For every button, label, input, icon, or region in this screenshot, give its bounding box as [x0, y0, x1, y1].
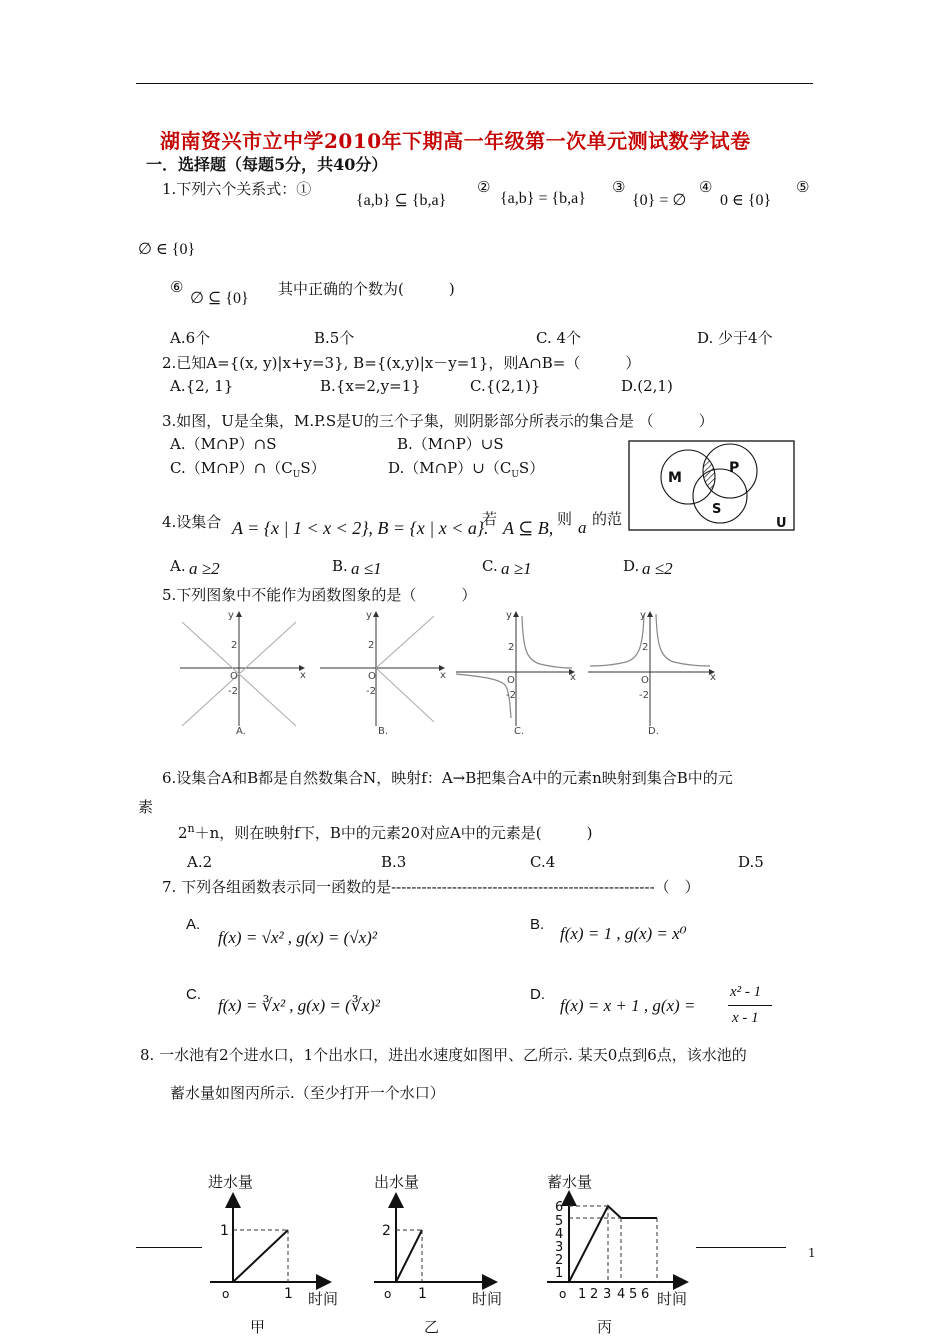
svg-text:2: 2: [382, 1223, 391, 1239]
q1-mark-5: ⑤: [796, 178, 810, 196]
q1-rel-4: 0 ∈ {0}: [720, 192, 772, 209]
q4-then: 则: [557, 510, 573, 528]
q7-c: f(x) = ∛x² , g(x) = (∛x)²: [218, 996, 380, 1015]
q1-mark-2: ②: [477, 178, 491, 196]
svg-text:3: 3: [555, 1240, 564, 1255]
svg-text:2: 2: [555, 1253, 564, 1268]
q3-option-d-sub: U: [511, 470, 519, 480]
footer-rule-right: [696, 1247, 786, 1248]
q1-rel-5: ∅ ∈ {0}: [138, 241, 196, 258]
svg-text:1: 1: [578, 1287, 587, 1302]
svg-text:-2: -2: [639, 690, 649, 701]
bing-ylabel: 蓄水量: [547, 1173, 593, 1191]
q6-stem: 6.设集合A和B都是自然数集合N，映射f：A→B把集合A中的元素n映射到集合B中的元: [162, 769, 733, 787]
graph-c-label: C.: [514, 726, 525, 737]
svg-text:x: x: [570, 672, 576, 683]
venn-diagram: [628, 440, 796, 532]
q6-option-c: C.4: [530, 853, 556, 871]
svg-text:时间: 时间: [472, 1290, 503, 1308]
q2-option-d: D.(2,1): [621, 377, 673, 395]
q2-stem: 2.已知A={(x, y)|x+y=3}, B={(x,y)|x－y=1}，则A∩B=（ ）: [162, 354, 641, 372]
q7-stem: 7. 下列各组函数表示同一函数的是----------------------------------------------------（ ）: [162, 878, 700, 896]
svg-text:2: 2: [508, 642, 515, 653]
q3-option-c-tail: S）: [300, 459, 326, 477]
q1-option-d: D. 少于4个: [697, 329, 773, 347]
q4-option-a: a ≥2: [189, 559, 220, 578]
q7-a: f(x) = √x² , g(x) = (√x)²: [218, 928, 377, 947]
jia-ylabel: 进水量: [208, 1173, 254, 1191]
graph-a: [180, 610, 306, 737]
q4-if: 若: [482, 510, 498, 528]
q3-option-c-sub: U: [292, 470, 301, 480]
graph-d-label: D.: [648, 726, 659, 737]
q1-rel-2: {a,b} = {b,a}: [500, 190, 586, 207]
q3-option-d: [388, 457, 544, 480]
q1-rel-3: {0} = ∅: [632, 192, 687, 209]
q1-option-a: A.6个: [170, 329, 211, 347]
q7-b: f(x) = 1 , g(x) = x⁰: [560, 924, 687, 943]
q4-option-d-label: D.: [623, 557, 640, 575]
svg-text:x: x: [440, 670, 446, 681]
q2-option-a: A.{2, 1}: [170, 377, 234, 395]
q5-graphs: [176, 608, 736, 740]
q4-cond: A ⊆ B,: [503, 518, 554, 538]
svg-text:x: x: [300, 670, 306, 681]
q7-label-a: A.: [186, 916, 201, 933]
jia-caption: 甲: [250, 1318, 266, 1336]
q6-base: 2: [178, 824, 188, 842]
q6-line2: [178, 822, 593, 843]
q1-rel-6: ∅ ⊆ {0}: [190, 290, 249, 307]
q4-option-b-label: B.: [332, 557, 348, 575]
top-rule: [136, 83, 813, 84]
svg-text:o: o: [559, 1287, 567, 1301]
q5-stem: 5.下列图象中不能作为函数图象的是（ ）: [162, 586, 477, 604]
q4-stem: 4.设集合: [162, 513, 222, 531]
q7-d-fraction-bar: [728, 1005, 772, 1006]
svg-text:-2: -2: [506, 690, 516, 701]
page-number: 1: [808, 1246, 816, 1260]
svg-text:1: 1: [284, 1286, 293, 1302]
q1-mark-3: ③: [612, 178, 626, 196]
q6-stem-cont: 素: [138, 798, 154, 816]
graph-b: [320, 610, 446, 737]
q4-option-b: a ≤1: [351, 559, 382, 578]
svg-text:y: y: [366, 610, 372, 621]
q3-option-c: [170, 457, 326, 480]
svg-text:时间: 时间: [657, 1290, 688, 1308]
q1-intro: 1.下列六个关系式：①: [162, 180, 312, 198]
svg-text:O: O: [368, 671, 376, 682]
footer-rule-left: [136, 1247, 202, 1248]
svg-text:2: 2: [231, 640, 238, 651]
yi-caption: 乙: [424, 1318, 440, 1336]
q6-rest: ＋n，则在映射f下，B中的元素20对应A中的元素是( ): [194, 824, 593, 842]
q8-stem-cont: 蓄水量如图丙所示.（至少打开一个水口）: [170, 1084, 445, 1102]
svg-text:1: 1: [418, 1286, 427, 1302]
q3-option-d-text: D.（M∩P）∪（C: [388, 459, 512, 477]
q1-mark-4: ④: [699, 178, 713, 196]
q7-label-b: B.: [530, 916, 545, 933]
q4-tail: 的范: [592, 510, 623, 528]
q3-option-b: B.（M∩P）∪S: [397, 435, 504, 453]
svg-text:2: 2: [642, 642, 649, 653]
svg-text:o: o: [384, 1287, 392, 1301]
svg-text:4: 4: [617, 1287, 626, 1302]
svg-text:o: o: [222, 1287, 230, 1301]
bing-caption: 丙: [597, 1318, 613, 1336]
q4-option-a-label: A.: [170, 557, 186, 575]
label-s: S: [712, 502, 722, 517]
svg-text:2: 2: [590, 1287, 599, 1302]
q3-option-c-text: C.（M∩P）∩（C: [170, 459, 293, 477]
q3-option-d-tail: S）: [518, 459, 545, 477]
svg-text:-2: -2: [366, 686, 376, 697]
graph-d: [588, 610, 716, 737]
svg-text:1: 1: [555, 1266, 564, 1281]
label-m: M: [668, 470, 682, 486]
q7-d-den: x - 1: [732, 1010, 759, 1026]
q4-sets: A = {x | 1 < x < 2}, B = {x | x < a}.: [232, 518, 489, 538]
q1-rel-1: {a,b} ⊆ {b,a}: [356, 192, 447, 209]
graph-a-label: A.: [236, 726, 246, 737]
q6-sup: n: [187, 822, 195, 835]
svg-text:时间: 时间: [308, 1290, 339, 1308]
q2-option-b: B.{x=2,y=1}: [320, 377, 421, 395]
q7-label-c: C.: [186, 986, 201, 1003]
q7-label-d: D.: [530, 986, 545, 1003]
page-title: 湖南资兴市立中学2010年下期高一年级第一次单元测试数学试卷: [160, 129, 751, 153]
label-u: U: [776, 516, 787, 531]
q1-mark-6: ⑥: [170, 278, 184, 296]
q8-graph-jia: [200, 1170, 350, 1340]
svg-text:2: 2: [368, 640, 375, 651]
q6-option-b: B.3: [381, 853, 407, 871]
svg-text:O: O: [507, 675, 515, 686]
q4-var: a: [578, 518, 587, 537]
graph-c: [456, 610, 576, 737]
svg-text:-2: -2: [228, 686, 238, 697]
yi-ylabel: 出水量: [374, 1173, 420, 1191]
q4-option-c-label: C.: [482, 557, 498, 575]
q1-option-c: C. 4个: [536, 329, 582, 347]
q3-stem: 3.如图，U是全集，M.P.S是U的三个子集，则阴影部分所表示的集合是 （ ）: [162, 412, 714, 430]
svg-text:4: 4: [555, 1227, 564, 1242]
q8-graph-yi: [366, 1170, 516, 1340]
q1-option-b: B.5个: [314, 329, 355, 347]
q6-option-d: D.5: [738, 853, 764, 871]
svg-text:y: y: [228, 610, 234, 621]
svg-text:y: y: [506, 610, 512, 621]
q8-stem: 8. 一水池有2个进水口，1个出水口，进出水速度如图甲、乙所示. 某天0点到6点，该水池的: [140, 1046, 747, 1064]
svg-text:x: x: [710, 672, 716, 683]
q7-d-left: f(x) = x + 1 , g(x) =: [560, 996, 696, 1015]
svg-text:5: 5: [629, 1287, 638, 1302]
q6-option-a: A.2: [187, 853, 213, 871]
svg-text:5: 5: [555, 1214, 564, 1229]
q8-graph-bing: [535, 1170, 705, 1340]
label-p: P: [729, 460, 740, 476]
svg-text:y: y: [640, 610, 646, 621]
svg-text:6: 6: [641, 1287, 650, 1302]
svg-text:O: O: [230, 671, 238, 682]
svg-text:O: O: [641, 675, 649, 686]
svg-text:3: 3: [603, 1287, 612, 1302]
q3-option-a: A.（M∩P）∩S: [170, 435, 277, 453]
q7-d-num: x² - 1: [730, 984, 762, 1000]
svg-text:6: 6: [555, 1200, 564, 1215]
graph-b-label: B.: [378, 726, 389, 737]
q1-ask: 其中正确的个数为( ): [278, 280, 455, 298]
svg-text:1: 1: [220, 1223, 229, 1239]
q2-option-c: C.{(2,1)}: [470, 377, 541, 395]
q4-option-c: a ≥1: [501, 559, 532, 578]
q4-option-d: a ≤2: [642, 559, 673, 578]
section-heading: 一．选择题（每题5分，共40分）: [146, 155, 388, 174]
